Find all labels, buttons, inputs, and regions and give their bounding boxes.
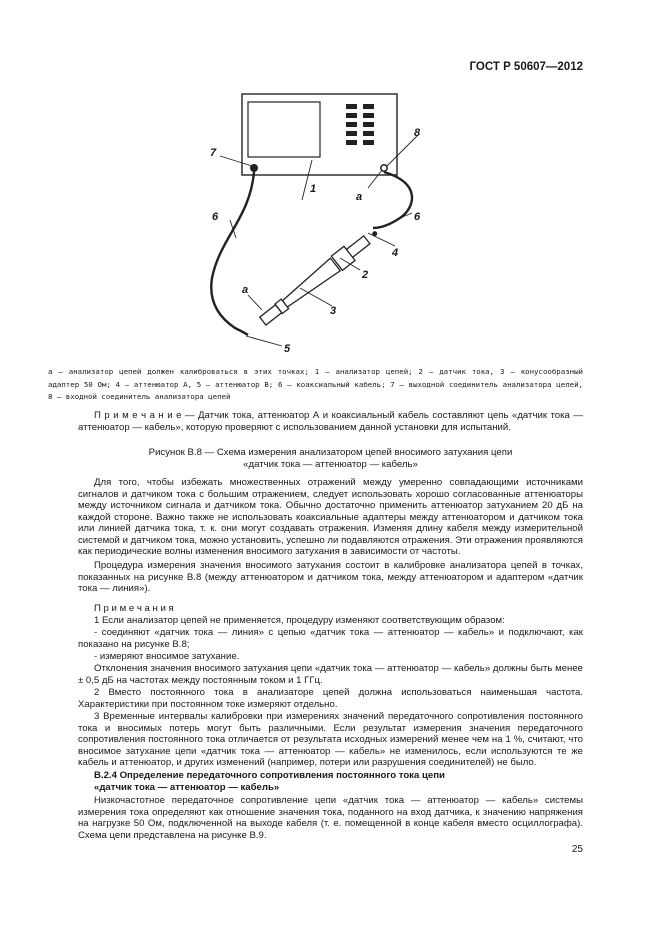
label-5: 5 <box>284 343 291 355</box>
analyzer-keypad <box>346 104 374 145</box>
label-3: 3 <box>330 305 337 317</box>
paragraph-2: Процедура измерения значения вносимого затухания состоит в калибровке анализатора цепей в точках, показанных на рисунке В.8 (между аттенюатором и датчиком тока, между аттенюатором и адаптером «датчик тока — линия»). <box>78 560 583 594</box>
analyzer-screen <box>248 102 320 157</box>
page-number: 25 <box>571 844 583 855</box>
standard-number: ГОСТ Р 50607—2012 <box>469 61 583 73</box>
label-a-bottom: а <box>242 284 249 296</box>
label-1: 1 <box>310 183 317 195</box>
label-6-left: 6 <box>212 211 219 223</box>
figure-legend: а — анализатор цепей должен калиброваться в этих точках; 1 — анализатор цепей; 2 — датчик тока, 3 — конусообразный адаптер 50 Ом; 4 — аттенюатор А, 5 — аттенюатор В; 6 — коаксиальный кабель; 7 — выходной соединитель анализатора цепей, 8 — входной соединитель анализатора цепей <box>48 367 583 402</box>
note-1: 1 Если анализатор цепей не применяется, процедуру изменяют соответствующим образом: <box>94 615 505 626</box>
label-8: 8 <box>414 127 421 139</box>
figure-b8-diagram <box>190 88 450 358</box>
label-7: 7 <box>210 147 217 159</box>
note-3: 3 Временные интервалы калибровки при измерениях значений передаточного сопротивления постоянного тока и вносимых потерь могут быть различными. Если результат измерения значения передаточного сопротивления постоянного тока отличается от результата исходных измерений менее чем на 1 %, считают, что вносимое затухание цепи «датчик тока — аттенюатор — кабель» не изменилось, если используются те же кабель и аттенюатор, и других изменений (например, потери или разрушения соединителей) не было. <box>78 711 583 768</box>
note-1c: Отклонения значения вносимого затухания цепи «датчик тока — аттенюатор — кабель» должны быть менее ± 0,5 дБ на частотах между постоянным током и 1 ГГц. <box>78 663 583 686</box>
note-1a: - соединяют «датчик тока — линия» с цепью «датчик тока — аттенюатор — кабель» и подключают, как показано на рисунке В.8; <box>78 627 583 650</box>
output-connector <box>250 164 258 172</box>
label-4: 4 <box>392 247 399 259</box>
figure-note: П р и м е ч а н и е — Датчик тока, аттенюатор А и коаксиальный кабель составляют цепь «датчик тока — аттенюатор — кабель», которую проверяют с использованием данной установки для испытаний. <box>78 410 583 433</box>
label-a-top: а <box>356 191 363 203</box>
attenuator-b <box>260 305 282 325</box>
note-2: 2 Вместо постоянного тока в анализаторе цепей должна использоваться наименьшая частота. Характеристики при постоянном токе измеряют отдельно. <box>78 687 583 710</box>
figure-caption-line1: Рисунок В.8 — Схема измерения анализатором цепей вносимого затухания цепи <box>148 447 513 458</box>
note-1b: - измеряют вносимое затухание. <box>94 651 240 662</box>
coaxial-cable-right <box>373 172 412 228</box>
notes-title: П р и м е ч а н и я <box>94 603 174 614</box>
coaxial-cable-left <box>211 172 254 335</box>
section-title-line2: «датчик тока — аттенюатор — кабель» <box>94 782 280 793</box>
paragraph-3: Низкочастотное передаточное сопротивление цепи «датчик тока — аттенюатор — кабель» системы измерения тока определяют как отношение значения тока, поданного на вход датчика, к значению напряжения на нагрузке 50 Ом, подключенной на выходе кабеля (т. е. помещенной в конце кабеля вместо осциллографа). Схема цепи представлена на рисунке В.9. <box>78 795 583 841</box>
paragraph-1: Для того, чтобы избежать множественных отражений между умеренно совпадающими источниками сигналов и датчиком тока с большим отражением, следует использовать хорошо согласованные аттенюаторы между источником сигнала и датчиком тока. Обычно достаточно применить аттенюатор затуханием 20 дБ на каждой стороне. Важно также не использовать коаксиальные адаптеры между аттенюатором и датчиком тока или линией датчика тока, т. к. они могут создавать отражения. Изменяя длину кабеля между измерительной системой и датчиком тока, можно установить, успешно ли подавляются отражения. Эти отражения проявляются как периодические волны изменения вносимого затухания в зависимости от частоты. <box>78 477 583 557</box>
label-6-right: 6 <box>414 211 421 223</box>
section-title-line1: В.2.4 Определение передаточного сопротивления постоянного тока цепи <box>94 770 445 781</box>
figure-caption-line2: «датчик тока — аттенюатор — кабель» <box>243 459 418 470</box>
conical-adapter <box>280 258 340 310</box>
label-2: 2 <box>362 269 369 281</box>
